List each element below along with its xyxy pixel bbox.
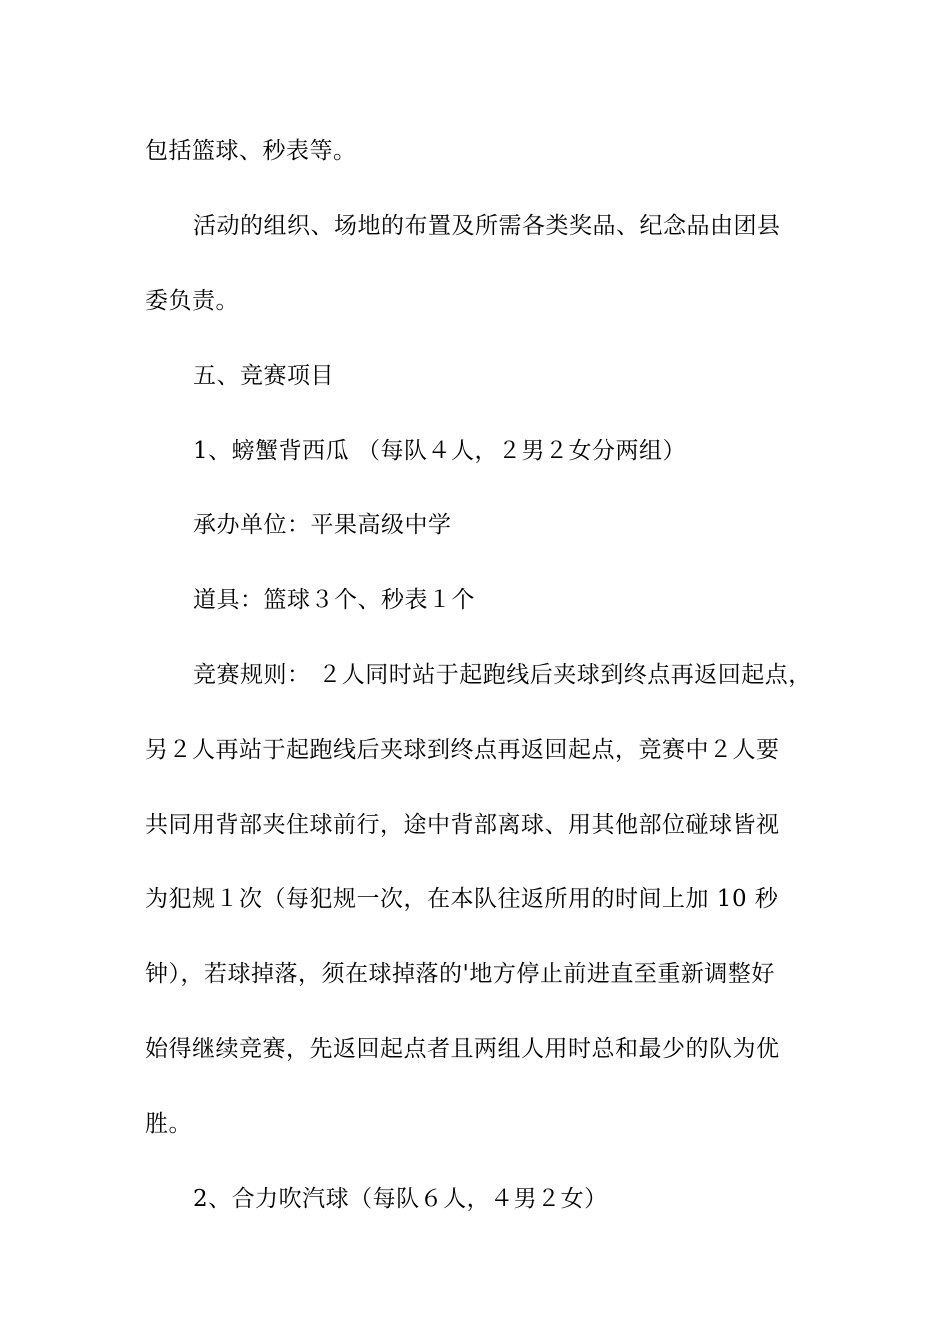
paragraph-line: 承办单位：平果高级中学: [193, 512, 452, 538]
paragraph-line: 胜。: [145, 1111, 192, 1137]
paragraph-line: 道具：篮球３个、秒表１个: [193, 587, 475, 613]
paragraph-line: 活动的组织、场地的布置及所需各类奖品、纪念品由团县: [193, 213, 781, 239]
paragraph-line: 钟），若球掉落，须在球掉落的'地方停止前进直至重新调整好: [145, 961, 775, 987]
paragraph-line: 委负责。: [145, 288, 239, 314]
paragraph-line: 另２人再站于起跑线后夹球到终点再返回起点，竞赛中２人要: [145, 737, 780, 763]
paragraph-line: 共同用背部夹住球前行，途中背部离球、用其他部位碰球皆视: [145, 812, 780, 838]
item-heading: 2、合力吹汽球（每队６人，４男２女）: [193, 1186, 608, 1212]
section-heading: 五、竞赛项目: [193, 363, 334, 389]
paragraph-line: 竞赛规则： ２人同时站于起跑线后夹球到终点再返回起点，: [193, 662, 812, 688]
paragraph-line: 为犯规１次（每犯规一次，在本队往返所用的时间上加 10 秒: [145, 886, 779, 912]
paragraph-line: 始得继续竞赛，先返回起点者且两组人用时总和最少的队为优: [145, 1036, 780, 1062]
item-heading: 1、螃蟹背西瓜 （每队４人，２男２女分两组）: [193, 438, 686, 464]
paragraph-line: 包括篮球、秒表等。: [145, 138, 357, 164]
